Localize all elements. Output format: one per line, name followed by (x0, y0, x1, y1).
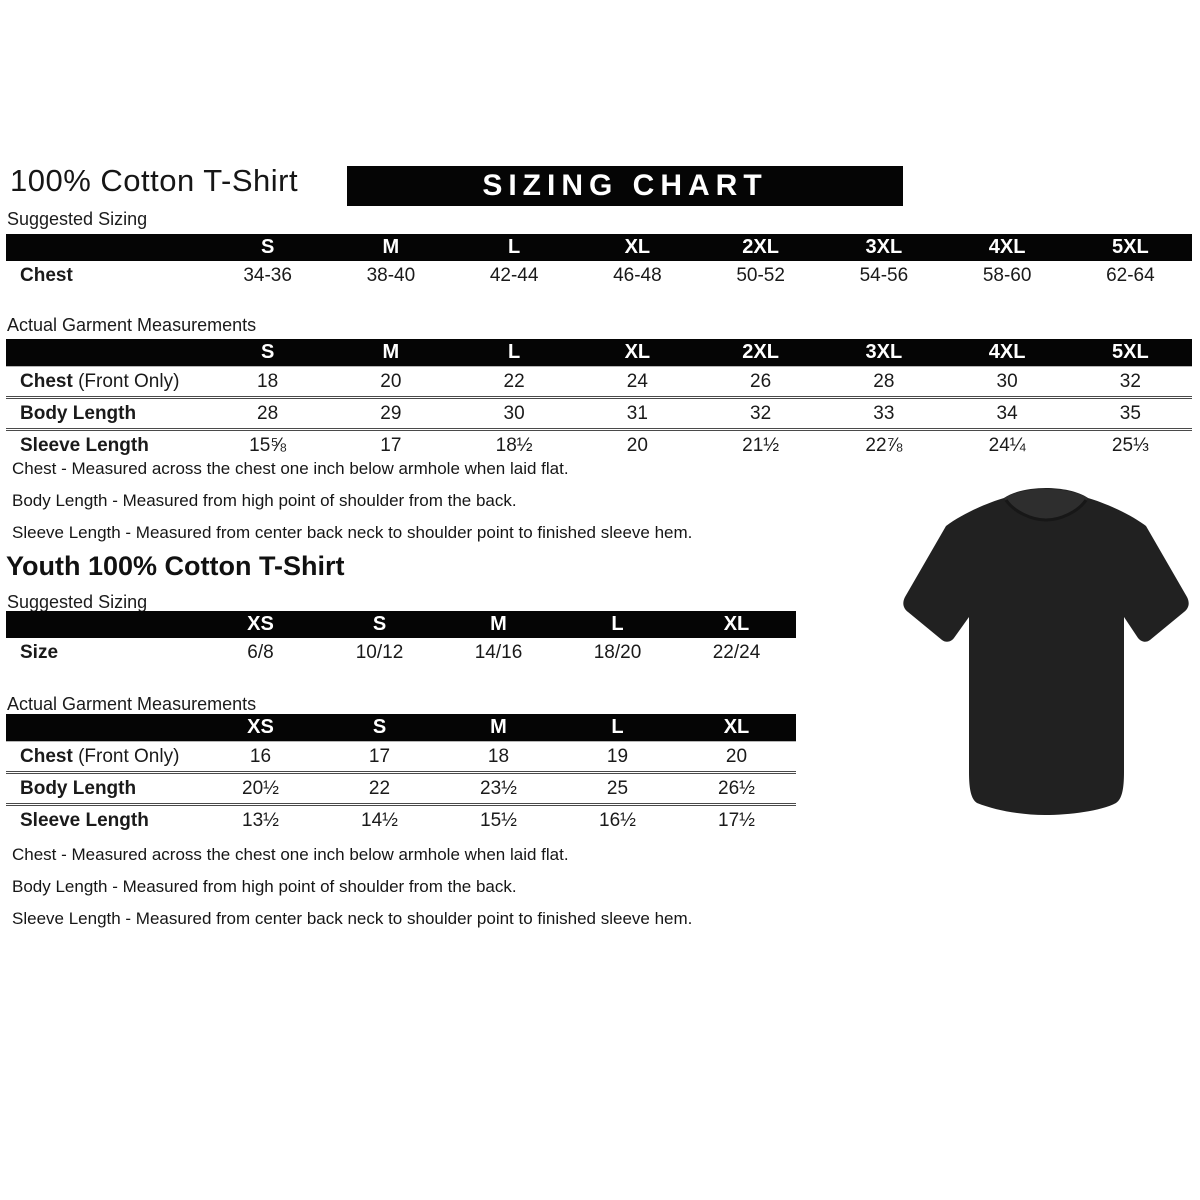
col-header: S (372, 613, 387, 635)
youth-chest-row (6, 742, 796, 773)
col-header: S (260, 236, 275, 258)
adult-measurement-notes (12, 459, 692, 555)
youth-sleeve-length-row (6, 805, 796, 836)
col-header: L (611, 613, 624, 635)
cell: 18½ (453, 430, 576, 461)
cell: 34-36 (243, 264, 292, 286)
col-header: M (382, 236, 400, 258)
cell: 31 (576, 398, 699, 430)
black-tshirt-graphic (893, 476, 1198, 834)
adult-suggested-table (6, 234, 1192, 290)
adult-suggested-header-row (6, 234, 1192, 261)
tshirt-image (893, 476, 1198, 834)
cell: 14½ (320, 805, 439, 836)
cell: 16 (201, 742, 320, 773)
youth-title: Youth 100% Cotton T-Shirt (6, 551, 345, 581)
header-spacer (6, 339, 206, 367)
col-header: 2XL (742, 236, 779, 258)
col-header: XL (723, 716, 750, 738)
row-label: Sleeve Length (6, 430, 206, 461)
cell: 15½ (439, 805, 558, 836)
cell: 28 (206, 398, 329, 430)
cell: 20 (677, 742, 796, 773)
row-label: Body Length (6, 773, 201, 805)
youth-suggested-heading: Suggested Sizing (7, 592, 148, 612)
cell: 22 (453, 367, 576, 398)
note-chest: Chest - Measured across the chest one inch below armhole when laid flat. (12, 459, 569, 478)
cell: 35 (1069, 398, 1192, 430)
cell: 38-40 (366, 264, 416, 286)
cell: 21½ (699, 430, 822, 461)
cell: 15⅝ (206, 430, 329, 461)
youth-actual-header-row (6, 714, 796, 742)
cell: 34 (946, 398, 1069, 430)
col-header: XS (247, 613, 274, 635)
note-sleeve-length: Sleeve Length - Measured from center back neck to shoulder point to finished sleeve hem. (12, 523, 693, 542)
cell: 20½ (201, 773, 320, 805)
col-header: L (611, 716, 624, 738)
adult-chest-range-row (6, 261, 1192, 290)
cell: 50-52 (736, 264, 785, 286)
youth-actual-table (6, 714, 796, 835)
adult-body-length-row (6, 398, 1192, 430)
adult-chest-row (6, 367, 1192, 398)
row-label-suffix: (Front Only) (72, 745, 180, 767)
cell: 17 (329, 430, 452, 461)
row-label: Body Length (6, 398, 206, 430)
youth-body-length-row (6, 773, 796, 805)
col-header: S (372, 716, 387, 738)
adult-actual-heading: Actual Garment Measurements (7, 315, 257, 335)
row-label (6, 742, 201, 773)
col-header: XL (624, 236, 651, 258)
youth-measurement-notes (12, 845, 692, 941)
cell: 14/16 (474, 641, 523, 663)
note-body-length: Body Length - Measured from high point of shoulder from the back. (12, 491, 517, 510)
row-label: Chest (20, 264, 73, 286)
cell: 19 (558, 742, 677, 773)
row-label-suffix: (Front Only) (72, 370, 180, 392)
row-label-main: Chest (20, 370, 73, 392)
sizing-chart-banner: SIZING CHART (347, 166, 903, 206)
cell: 30 (453, 398, 576, 430)
cell: 6/8 (247, 641, 274, 663)
youth-suggested-table (6, 611, 796, 667)
col-header: L (508, 341, 521, 363)
youth-actual-heading: Actual Garment Measurements (7, 694, 257, 714)
cell: 17½ (677, 805, 796, 836)
col-header: 4XL (988, 236, 1026, 258)
col-header: XS (247, 716, 274, 738)
cell: 62-64 (1106, 264, 1155, 286)
row-label: Size (20, 641, 59, 663)
adult-actual-table (6, 339, 1192, 460)
header-spacer (6, 714, 201, 742)
col-header: XL (723, 613, 750, 635)
cell: 16½ (558, 805, 677, 836)
note-chest: Chest - Measured across the chest one inch below armhole when laid flat. (12, 845, 569, 864)
cell: 32 (1069, 367, 1192, 398)
adult-suggested-heading: Suggested Sizing (7, 209, 148, 229)
cell: 33 (822, 398, 945, 430)
col-header: XL (624, 341, 651, 363)
adult-actual-header-row (6, 339, 1192, 367)
cell: 54-56 (859, 264, 909, 286)
col-header: 3XL (865, 341, 903, 363)
cell: 28 (822, 367, 945, 398)
col-header: S (260, 341, 275, 363)
cell: 26½ (677, 773, 796, 805)
youth-size-row (6, 638, 796, 667)
cell: 18/20 (593, 641, 642, 663)
cell: 18 (206, 367, 329, 398)
col-header: M (382, 341, 400, 363)
header-spacer (6, 234, 206, 261)
cell: 29 (329, 398, 452, 430)
row-label-main: Chest (20, 745, 73, 767)
cell: 42-44 (489, 264, 539, 286)
adult-sleeve-length-row (6, 430, 1192, 461)
youth-suggested-header-row (6, 611, 796, 638)
cell: 26 (699, 367, 822, 398)
cell: 58-60 (982, 264, 1032, 286)
col-header: 2XL (742, 341, 779, 363)
cell: 20 (329, 367, 452, 398)
cell: 24¼ (946, 430, 1069, 461)
cell: 25⅓ (1069, 430, 1192, 461)
cell: 10/12 (355, 641, 404, 663)
note-body-length: Body Length - Measured from high point of shoulder from the back. (12, 877, 517, 896)
cell: 32 (699, 398, 822, 430)
row-label: Sleeve Length (6, 805, 201, 836)
cell: 18 (439, 742, 558, 773)
row-label (6, 367, 206, 398)
note-sleeve-length: Sleeve Length - Measured from center back neck to shoulder point to finished sleeve hem. (12, 909, 693, 928)
cell: 22⅞ (822, 430, 945, 461)
cell: 17 (320, 742, 439, 773)
cell: 20 (576, 430, 699, 461)
col-header: 4XL (988, 341, 1026, 363)
header-spacer (6, 611, 201, 638)
col-header: L (508, 236, 521, 258)
cell: 13½ (201, 805, 320, 836)
col-header: M (490, 716, 507, 738)
cell: 30 (946, 367, 1069, 398)
cell: 25 (558, 773, 677, 805)
adult-title: 100% Cotton T-Shirt (10, 163, 299, 198)
col-header: 5XL (1112, 341, 1149, 363)
col-header: 5XL (1112, 236, 1149, 258)
cell: 22 (320, 773, 439, 805)
cell: 46-48 (613, 264, 662, 286)
col-header: M (490, 613, 507, 635)
cell: 22/24 (712, 641, 761, 663)
tshirt-body (903, 488, 1188, 815)
cell: 23½ (439, 773, 558, 805)
col-header: 3XL (865, 236, 903, 258)
cell: 24 (576, 367, 699, 398)
